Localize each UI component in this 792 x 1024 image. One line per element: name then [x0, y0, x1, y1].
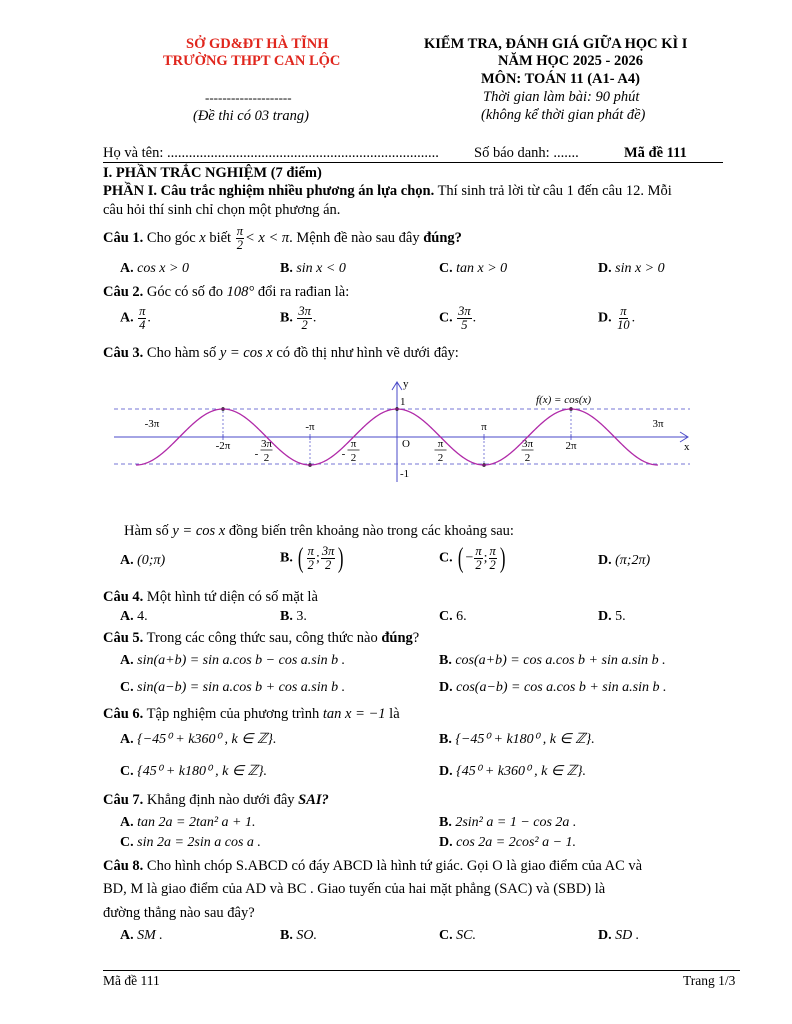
x-tick-label-8-den: 2 — [524, 452, 531, 464]
subject: MÔN: TOÁN 11 (A1- A4) — [481, 71, 640, 87]
q4-option-d[interactable]: D. 5. — [598, 609, 626, 624]
question-2: Câu 2. Góc có số đo 108° đổi ra rađian là: — [103, 284, 350, 300]
q1-option-b[interactable]: B. sin x < 0 — [280, 261, 346, 276]
x-tick-label-3: -π — [305, 421, 315, 433]
q2-option-a[interactable]: A. $\frac{\pi}{4}$ . — [120, 304, 151, 332]
exam-code: Mã đề 111 — [624, 145, 687, 161]
x-tick-label-2-den: 2 — [263, 452, 270, 464]
q6-option-a[interactable]: A. {−45⁰ + k360⁰ , k ∈ ℤ}. — [120, 732, 277, 747]
section-heading: I. PHẦN TRẮC NGHIỆM (7 điểm) — [103, 165, 322, 181]
x-tick-label-4-sign: - — [341, 448, 346, 460]
x-tick-label-9: 2π — [565, 440, 577, 452]
q3-option-d[interactable]: D. (π;2π) — [598, 553, 651, 568]
q3-option-a[interactable]: A. (0;π) — [120, 553, 166, 568]
cosine-graph — [100, 372, 700, 482]
q5-option-d[interactable]: D. cos(a−b) = cos a.cos b + sin a.sin b . — [439, 680, 667, 695]
q6-option-c[interactable]: C. {45⁰ + k180⁰ , k ∈ ℤ}. — [120, 764, 268, 779]
q7-option-a[interactable]: A. tan 2a = 2tan² a + 1. — [120, 815, 256, 830]
q8-option-b[interactable]: B. SO. — [280, 928, 317, 943]
dept-name: SỞ GD&ĐT HÀ TĨNH — [186, 36, 329, 52]
x-tick-label-6-den: 2 — [437, 452, 444, 464]
y-tick-label-neg1: -1 — [400, 468, 410, 480]
q3-option-c[interactable]: C. ( − $\frac{\pi}{2}$ ; $\frac{\pi}{2}$ ) — [439, 542, 506, 574]
page-count-note: (Đề thi có 03 trang) — [193, 108, 309, 124]
q2-option-c[interactable]: C. $\frac{3\pi}{5}$ . — [439, 304, 477, 332]
header-dashes: -------------------- — [205, 90, 292, 105]
question-7: Câu 7. Khẳng định nào dưới đây SAI? — [103, 792, 329, 808]
graph-title: f(x) = cos(x) — [536, 394, 592, 406]
question-8-line2: BD, M là giao điểm của AD và BC . Giao tuyến của hai mặt phẳng (SAC) và (SBD) là — [103, 881, 606, 897]
x-tick-label-1: -2π — [215, 440, 231, 452]
q4-option-a[interactable]: A. 4. — [120, 609, 148, 624]
question-3: Câu 3. Cho hàm số y = cos x có đồ thị như hình vẽ dưới đây: — [103, 345, 459, 361]
part1-instruction-line2: câu hỏi thí sinh chỉ chọn một phương án. — [103, 202, 341, 218]
student-id-field: Số báo danh: ....... — [474, 145, 579, 161]
question-4: Câu 4. Một hình tứ diện có số mặt là — [103, 589, 318, 605]
q6-option-d[interactable]: D. {45⁰ + k360⁰ , k ∈ ℤ}. — [439, 764, 587, 779]
q7-option-d[interactable]: D. cos 2a = 2cos² a − 1. — [439, 835, 577, 850]
student-name-field: Họ và tên: ........................................................................... — [103, 145, 439, 161]
footer-rule — [103, 970, 740, 971]
x-tick-label-5: O — [402, 438, 410, 450]
x-tick-label-4-num: π — [350, 438, 357, 450]
q4-option-c[interactable]: C. 6. — [439, 609, 467, 624]
question-8-line3: đường thẳng nào sau đây? — [103, 905, 255, 921]
exam-title: KIỂM TRA, ĐÁNH GIÁ GIỮA HỌC KÌ I — [424, 36, 688, 52]
x-tick-label-7: π — [481, 421, 487, 433]
q7-option-b[interactable]: B. 2sin² a = 1 − cos 2a . — [439, 815, 577, 830]
x-tick-label-4-den: 2 — [350, 452, 357, 464]
q8-option-d[interactable]: D. SD . — [598, 928, 640, 943]
q1-option-d[interactable]: D. sin x > 0 — [598, 261, 665, 276]
x-axis-label: x — [684, 441, 690, 453]
q2-option-d[interactable]: D. $\frac{\pi}{10}$ . — [598, 304, 636, 332]
q4-option-b[interactable]: B. 3. — [280, 609, 307, 624]
q2-option-b[interactable]: B. $\frac{3\pi}{2}$ . — [280, 304, 317, 332]
q6-option-b[interactable]: B. {−45⁰ + k180⁰ , k ∈ ℤ}. — [439, 732, 595, 747]
x-tick-label-10: 3π — [652, 418, 664, 430]
footer-exam-code: Mã đề 111 — [103, 973, 160, 988]
part1-instruction: PHẦN I. Câu trắc nghiệm nhiều phương án lựa chọn. Thí sinh trả lời từ câu 1 đến câu 12. Mỗi — [103, 183, 672, 199]
x-tick-label-8-num: 3π — [521, 438, 534, 450]
header-rule — [103, 162, 723, 163]
x-tick-label-0: -3π — [144, 418, 160, 430]
q1-option-c[interactable]: C. tan x > 0 — [439, 261, 508, 276]
q5-option-a[interactable]: A. sin(a+b) = sin a.cos b − cos a.sin b . — [120, 653, 346, 668]
school-year: NĂM HỌC 2025 - 2026 — [498, 53, 643, 69]
q5-option-b[interactable]: B. cos(a+b) = cos a.cos b + sin a.sin b . — [439, 653, 666, 668]
y-axis-label: y — [403, 378, 409, 390]
q3-option-b[interactable]: B. ( $\frac{\pi}{2}$ ; $\frac{3\pi}{2}$ ) — [280, 542, 344, 574]
page-number: Trang 1/3 — [683, 973, 736, 988]
q8-option-c[interactable]: C. SC. — [439, 928, 476, 943]
question-5: Câu 5. Trong các công thức sau, công thức nào đúng? — [103, 630, 420, 646]
exam-time: Thời gian làm bài: 90 phút — [483, 89, 640, 105]
question-1: Câu 1. Cho góc x biết $\frac{\pi}{2}$ < x < π. Mệnh đề nào sau đây đúng? — [103, 224, 462, 253]
x-tick-label-2-num: 3π — [260, 438, 273, 450]
question-3-prompt: Hàm số y = cos x đồng biến trên khoảng nào trong các khoảng sau: — [124, 523, 514, 539]
x-tick-label-6-num: π — [437, 438, 444, 450]
q5-option-c[interactable]: C. sin(a−b) = sin a.cos b + cos a.sin b . — [120, 680, 346, 695]
school-name: TRƯỜNG THPT CAN LỘC — [163, 53, 341, 69]
x-tick-label-2-sign: - — [254, 448, 259, 460]
question-8: Câu 8. Cho hình chóp S.ABCD có đáy ABCD là hình tứ giác. Gọi O là giao điểm của AC và — [103, 858, 643, 874]
q8-option-a[interactable]: A. SM . — [120, 928, 163, 943]
question-6: Câu 6. Tập nghiệm của phương trình tan x = −1 là — [103, 706, 400, 722]
q7-option-c[interactable]: C. sin 2a = 2sin a cos a . — [120, 835, 261, 850]
q1-option-a[interactable]: A. cos x > 0 — [120, 261, 189, 276]
y-tick-label-1: 1 — [400, 396, 406, 408]
exam-time-note: (không kể thời gian phát đề) — [481, 107, 646, 123]
